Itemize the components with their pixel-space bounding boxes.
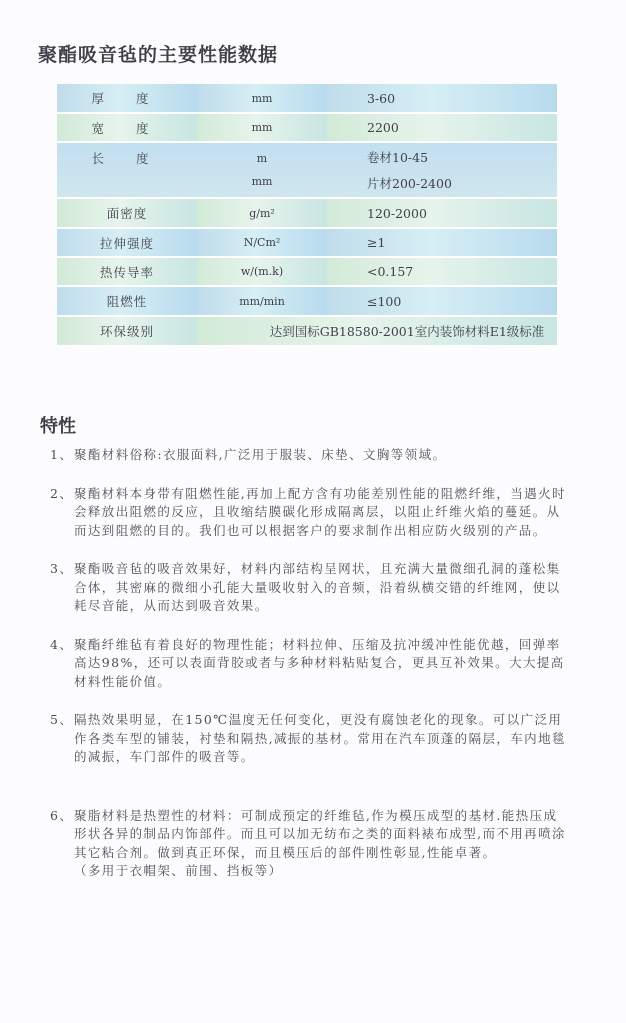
row-value: ≤100 (327, 286, 557, 316)
row-name: 拉伸强度 (57, 228, 197, 257)
page-title: 聚酯吸音毡的主要性能数据 (38, 44, 279, 66)
row-value: 120-2000 (327, 198, 557, 228)
row-value: <0.157 (327, 257, 557, 286)
row-unit: mm (197, 113, 327, 142)
row-unit: w/(m.k) (197, 257, 327, 286)
row-value: 2200 (327, 113, 557, 142)
row-unit-2: mm (251, 175, 273, 188)
item-number: 1、 (50, 447, 74, 462)
table-row (57, 142, 557, 198)
row-name: 宽 度 (57, 113, 197, 142)
item-text: （多用于衣帽架、前围、挡板等） (74, 863, 283, 878)
table-row (57, 316, 557, 346)
list-item (50, 446, 568, 465)
list-item (50, 711, 568, 767)
row-name: 环保级别 (57, 316, 197, 346)
row-unit (197, 142, 327, 198)
list-item (50, 560, 568, 616)
row-value-2: 片材200-2400 (367, 176, 452, 191)
row-value (327, 142, 557, 198)
row-name: 面密度 (57, 198, 197, 228)
item-text: 聚脂材料是热塑性的材料：可制成预定的纤维毡,作为模压成型的基材.能热压成形状各异的制品内饰部件。而且可以加无纺布之类的面料裱布成型,而不用再喷涂其它粘合剂。做到真正环保，而且模压后的部件刚性彰显,性能卓著。 (74, 807, 566, 860)
row-unit: N/Cm² (197, 228, 327, 257)
item-text: 隔热效果明显，在150℃温度无任何变化，更没有腐蚀老化的现象。可以广泛用作各类车型的铺装，衬垫和隔热,减振的基材。常用在汽车顶蓬的隔层，车内地毯的减振，车门部件的吸音等。 (74, 712, 566, 764)
row-name: 阻燃性 (57, 286, 197, 316)
row-value-1: 卷材10-45 (367, 150, 429, 165)
item-number: 2、 (50, 485, 74, 501)
row-value: ≥1 (327, 228, 557, 257)
item-text: 聚酯吸音毡的吸音效果好，材料内部结构呈网状，且充满大量微细孔洞的蓬松集合体，其密麻的微细小孔能大量吸收射入的音频，沿着纵横交错的纤维网，使以耗尽音能，从而达到吸音效果。 (74, 561, 561, 613)
item-number: 6、 (50, 807, 74, 823)
item-number: 4、 (50, 636, 74, 652)
row-value: 3-60 (327, 84, 557, 113)
features-list (50, 446, 568, 901)
spec-table (57, 84, 557, 347)
row-unit: g/m² (197, 198, 327, 228)
table-row (57, 113, 557, 142)
item-number: 5、 (50, 712, 74, 727)
table-row (57, 228, 557, 257)
row-name: 厚 度 (57, 84, 197, 113)
row-value: 达到国标GB18580-2001室内装饰材料E1级标准 (197, 316, 557, 346)
row-unit: mm/min (197, 286, 327, 316)
table-row (57, 84, 557, 113)
row-name: 热传导率 (57, 257, 197, 286)
table-row (57, 198, 557, 228)
list-item (50, 862, 568, 881)
row-unit: mm (197, 84, 327, 113)
item-number: 3、 (50, 561, 74, 576)
table-row (57, 257, 557, 286)
list-item (50, 636, 568, 692)
row-unit-1: m (256, 152, 268, 165)
table-row (57, 286, 557, 316)
features-heading: 特性 (40, 416, 76, 437)
list-item (50, 807, 568, 863)
row-name: 长 度 (57, 142, 197, 198)
item-text: 聚酯纤维毡有着良好的物理性能；材料拉伸、压缩及抗冲缓冲性能优越，回弹率高达98%，还可以表面背胶或者与多种材料粘贴复合，更具互补效果。大大提高材料性能价值。 (74, 636, 565, 689)
item-text: 聚酯材料俗称:衣服面料,广泛用于服装、床垫、文胸等领域。 (74, 447, 447, 462)
item-number (50, 862, 74, 881)
list-item (50, 485, 568, 541)
item-text: 聚酯材料本身带有阻燃性能,再加上配方含有功能差别性能的阻燃纤维，当遇火时会释放出阻燃的反应，且收缩结膜碳化形成隔离层，以阻止纤维火焰的蔓延。从而达到阻燃的目的。我们也可以根据客户的要求制作出相应防火级别的产品。 (74, 485, 566, 538)
